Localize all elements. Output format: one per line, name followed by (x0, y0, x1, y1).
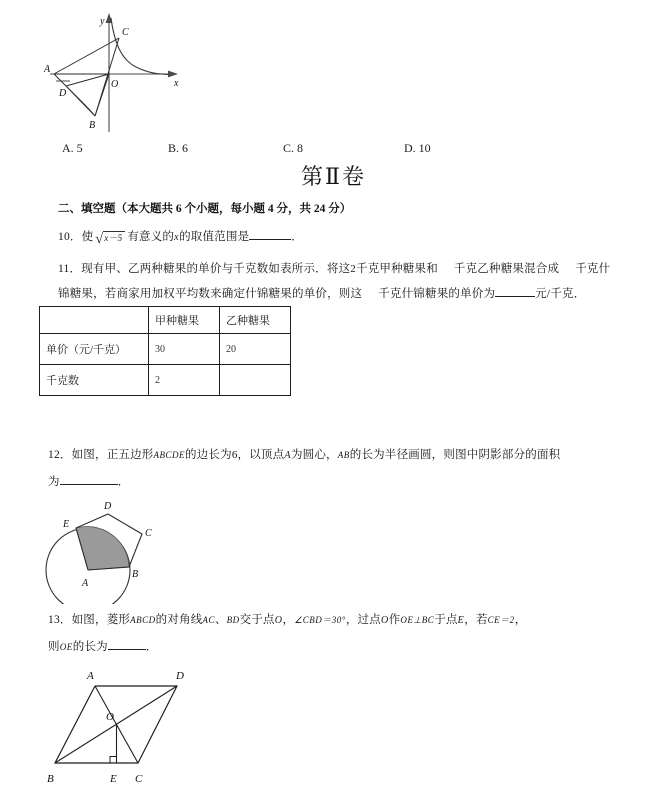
table-row (40, 334, 291, 365)
table-row-label-unit-price: 单价（元/千克） (40, 334, 149, 365)
option-a[interactable]: A. 5 (62, 141, 83, 155)
table-header-candy-b: 乙种糖果 (220, 307, 291, 334)
question-10-pre: 使 (81, 231, 94, 243)
table-row-header (40, 307, 291, 334)
table-row-label-kilograms: 千克数 (40, 365, 149, 396)
option-d[interactable]: D. 10 (404, 141, 431, 155)
question-10-tail: ． (291, 231, 303, 243)
question-11-number: 11． (58, 263, 82, 275)
question-13-line2-b: 的长为 (72, 641, 108, 653)
rhombus-diagonals-figure (42, 658, 292, 788)
figure-q12-svg (32, 496, 212, 604)
question-13-f: ，过点 (345, 614, 381, 626)
question-11-l1d: 千克什 (575, 263, 611, 275)
question-10-var: x (174, 232, 180, 243)
question-13-line1 (48, 609, 526, 632)
svg-text:C: C (145, 528, 152, 539)
square-root-icon: √x－5 (95, 228, 125, 251)
svg-text:E: E (110, 773, 117, 785)
option-c[interactable]: C. 8 (283, 141, 304, 155)
question-12-tail: ． (117, 476, 130, 488)
question-13-j: ， (514, 614, 527, 626)
question-12-segment: AB (337, 450, 350, 460)
question-12-line2-pre: 为 (48, 476, 60, 488)
svg-text:O: O (106, 711, 114, 723)
radical-body: x－5 (103, 231, 125, 244)
question-11-l2b: 千克什锦糖果的单价为 (378, 288, 496, 300)
question-13-tail: ． (145, 641, 158, 653)
svg-text:y: y (100, 16, 105, 27)
section-heading: 二、填空题（本大题共 6 个小题，每小题 4 分，共 24 分） (58, 203, 352, 215)
question-13-b: 的对角线 (155, 614, 203, 626)
svg-text:C: C (122, 27, 129, 38)
question-12-number: 12． (48, 449, 72, 461)
question-13-line2 (48, 636, 158, 659)
question-12-e: 的长为半径画圆，则图中阴影部分的面积 (349, 449, 561, 461)
question-13-d: 交于点 (239, 614, 275, 626)
svg-text:C: C (135, 773, 143, 785)
svg-text:x: x (174, 78, 179, 89)
figure-q13-svg (42, 658, 292, 788)
question-12-a: 如图，正五边形 (71, 449, 154, 461)
question-12-d: 为圆心， (290, 449, 338, 461)
answer-blank-q13[interactable] (108, 649, 146, 650)
table-cell-price-a: 30 (149, 334, 220, 365)
question-12-center: A (284, 450, 291, 461)
question-11-l2a: 锦糖果，若商家用加权平均数来确定什锦糖果的单价，则这 (58, 288, 363, 300)
svg-text:D: D (176, 670, 184, 682)
question-13-a: 如图，菱形 (71, 614, 131, 626)
answer-blank-q11[interactable] (495, 296, 535, 297)
question-11-l1c: 千克乙种糖果混合成 (453, 263, 560, 275)
svg-text:B: B (47, 773, 54, 785)
svg-text:D: D (104, 501, 112, 512)
svg-text:B: B (89, 120, 96, 131)
table-cell-kg-b (220, 365, 291, 396)
question-10 (58, 226, 303, 251)
table-row (40, 365, 291, 396)
options-row-q9 (0, 139, 667, 157)
svg-text:A: A (87, 670, 94, 682)
question-10-post: 有意义的 (127, 231, 175, 243)
question-13-point-o: O (274, 615, 283, 626)
question-13-diagonal-2: BD (226, 615, 240, 625)
question-11-l1a: 现有甲、乙两种糖果的单价与千克数如表所示．将这 (81, 263, 351, 275)
question-11-line2 (58, 283, 585, 306)
pentagon-circle-figure (32, 496, 212, 604)
question-11-l1b: 千克甲种糖果和 (356, 263, 438, 275)
question-12-line1 (48, 444, 560, 467)
table-cell-kg-a: 2 (149, 365, 220, 396)
hyperbola-quadrilateral-figure (40, 4, 190, 139)
question-11-l2c: 元/千克． (535, 288, 586, 300)
svg-text:A: A (82, 578, 89, 589)
answer-blank-q12[interactable] (60, 484, 118, 485)
table-header-candy-a: 甲种糖果 (149, 307, 220, 334)
option-b[interactable]: B. 6 (168, 141, 189, 155)
question-13-oe: OE (59, 642, 73, 652)
question-12-c: ，以顶点 (237, 449, 285, 461)
svg-text:B: B (132, 569, 139, 580)
svg-text:A: A (44, 64, 51, 75)
question-13-point-e: E (457, 615, 465, 626)
question-13-line2-a: 则 (48, 641, 60, 653)
question-12-side: 6 (231, 449, 238, 461)
question-10-post2: 的取值范围是 (179, 231, 250, 243)
svg-text:E: E (63, 519, 70, 530)
question-13-angle: ∠CBD＝30° (294, 615, 346, 625)
question-12-line2 (48, 471, 129, 494)
question-13-c: 、 (214, 614, 227, 626)
question-13-ce-value: CE＝2 (487, 615, 515, 625)
volume-heading: 第Ⅱ卷 (301, 164, 366, 189)
question-13-diagonal-1: AC (202, 615, 215, 625)
svg-text:D: D (59, 88, 67, 99)
question-13-g: 作 (388, 614, 401, 626)
figure-q9-svg (40, 4, 190, 139)
answer-blank-q10[interactable] (249, 239, 291, 240)
question-13-point-o2: O (380, 615, 389, 626)
question-13-perpendicular: OE⊥BC (400, 615, 435, 625)
question-13-h: 于点 (434, 614, 458, 626)
table-cell-empty (40, 307, 149, 334)
candy-price-table (39, 306, 291, 396)
question-13-number: 13． (48, 614, 72, 626)
question-12-b: 的边长为 (185, 449, 232, 461)
question-10-number: 10． (58, 231, 82, 243)
question-12-shape: ABCDE (153, 450, 186, 460)
question-11-weight-a: 2 (350, 263, 356, 275)
question-11-line1 (58, 258, 610, 281)
question-13-i: ，若 (464, 614, 488, 626)
svg-text:O: O (111, 79, 119, 90)
table-cell-price-b: 20 (220, 334, 291, 365)
question-13-shape: ABCD (130, 615, 156, 625)
question-13-e: ， (282, 614, 295, 626)
